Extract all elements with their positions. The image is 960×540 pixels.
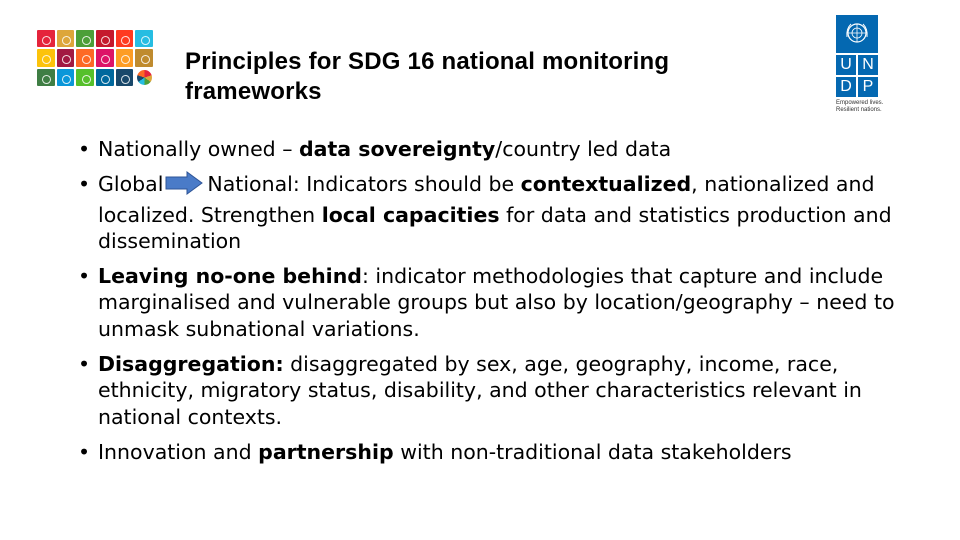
bullet-text: disaggregated by sex, age, geography, income, race, ethnicity, migratory status, disability, and other characteristics relevant in national contexts.: [98, 352, 862, 429]
undp-letter: P: [858, 77, 878, 97]
bullet-emphasis: local capacities: [321, 202, 500, 227]
bullet-text: , nationalized and localized. Strengthen: [98, 172, 875, 227]
sdg-tile: [96, 69, 114, 86]
bullet-emphasis: partnership: [258, 439, 394, 464]
undp-letter: D: [836, 77, 856, 97]
sdg-tile: [57, 69, 75, 86]
sdg-tile: [116, 49, 134, 66]
sdg-goals-logo: [37, 30, 153, 86]
undp-tagline: Empowered lives. Resilient nations.: [836, 100, 884, 113]
bullet-emphasis: Disaggregation:: [98, 352, 284, 377]
sdg-tile: [57, 30, 75, 47]
bullet-text: with non-traditional data stakeholders: [393, 439, 792, 464]
sdg-tile: [37, 69, 55, 86]
sdg-tile: [116, 30, 134, 47]
bullet-emphasis: Leaving no-one behind: [98, 264, 362, 289]
sdg-tile: [76, 69, 94, 86]
sdg-tile: [37, 49, 55, 66]
bullet-text: for data and statistics production and dissemination: [98, 202, 892, 253]
bullet-item: [78, 439, 908, 465]
bullet-item: [78, 351, 908, 430]
sdg-tile: [57, 49, 75, 66]
sdg-tile: [116, 69, 134, 86]
bullet-item: [78, 136, 908, 162]
sdg-tile: [135, 30, 153, 47]
title-line-2: frameworks: [185, 78, 322, 105]
undp-letter: N: [858, 55, 878, 75]
title-line-1: Principles for SDG 16 national monitoring: [185, 48, 670, 75]
sdg-tile: [37, 30, 55, 47]
sdg-tile: [135, 49, 153, 66]
bullet-text: : indicator methodologies that capture and include marginalised and vulnerable groups but also by location/geography – need to unmask subnational variations.: [98, 264, 895, 341]
bullet-text: Global: [98, 172, 164, 197]
sdg-tile: [96, 30, 114, 47]
undp-logo: [836, 15, 882, 114]
sdg-tile: [76, 49, 94, 66]
bullet-emphasis: data sovereignty: [298, 137, 496, 161]
bullet-text: /country led data: [495, 137, 672, 161]
bullet-item: [78, 171, 908, 254]
bullet-text: Nationally owned –: [98, 137, 299, 161]
undp-letter: U: [836, 55, 856, 75]
sdg-tile: [96, 49, 114, 66]
right-arrow-icon: [165, 171, 203, 201]
bullet-text: Innovation and: [98, 439, 259, 464]
sdg-tile: [76, 30, 94, 47]
page-title: [185, 47, 825, 107]
sdg-wheel-icon: [135, 69, 153, 86]
bullet-text: National: Indicators should be: [207, 172, 521, 197]
bullet-item: [78, 263, 908, 342]
un-emblem-icon: [836, 15, 878, 53]
bullet-list: [78, 136, 908, 474]
bullet-emphasis: contextualized: [520, 172, 692, 197]
